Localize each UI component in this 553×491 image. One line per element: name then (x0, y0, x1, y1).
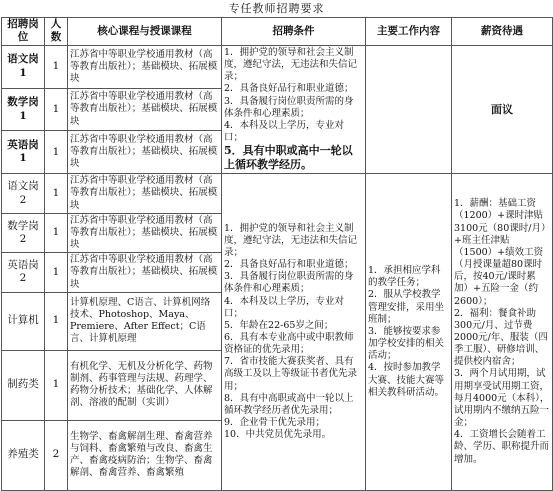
requirement-item: 3．具备履行岗位职责所需的身体条件和心理素质； (224, 95, 354, 119)
salary-item: 3．两个月试用期，试用期享受试用期工资，每月4000元（本科），试用期内不缴纳五险一金； (454, 368, 550, 429)
course-cell: 江苏省中等职业学校通用教材（高等教育出版社）；基础模块、拓展模块 (68, 213, 222, 252)
course-cell: 江苏省中等职业学校通用教材（高等教育出版社）；基础模块、拓展模块 (68, 131, 222, 174)
requirement-item: 2．具备良好品行和职业道德； (224, 259, 354, 271)
table-header-row (2, 18, 553, 46)
requirement-item: 2．具备良好品行和职业道德； (224, 83, 354, 95)
course-cell: 有机化学、无机及分析化学、药物制剂、药事管理与法规、药理学、药物分析技术；基础化学、人体解剖、溶液的配制（实训） (68, 350, 222, 420)
header-duties: 主要工作内容 (366, 18, 452, 46)
position-cell: 计算机 (2, 292, 45, 350)
requirement-item: 7．省市技能大赛获奖者、具有高级工及以上等级证书者优先录用； (224, 356, 358, 392)
position-cell: 语文岗2 (2, 174, 45, 213)
requirement-item: 4．本科及以上学历，专业对口； (224, 119, 345, 143)
salary-cell-group1: 面议 (452, 45, 553, 173)
requirement-item: 4．本科及以上学历，专业对口； (224, 295, 345, 319)
count-cell: 1 (45, 292, 68, 350)
requirement-item: 5．年龄在22-65岁之间； (224, 319, 334, 331)
duty-item: 2．服从学校教学管理安排，采用坐班制； (368, 289, 445, 325)
count-cell: 1 (45, 45, 68, 88)
count-cell: 1 (45, 253, 68, 292)
salary-cell-group2 (452, 174, 553, 490)
course-cell: 计算机原理、C语言、计算机网络技术、Photoshop、Maya、Premiere、After Effect；C语言、计算机原理 (68, 292, 222, 350)
requirement-item: 3．具备履行岗位职责所需的身体条件和心理素质； (224, 271, 354, 295)
count-cell: 1 (45, 131, 68, 174)
count-cell: 1 (45, 213, 68, 252)
position-cell: 语文岗1 (2, 45, 45, 88)
count-cell: 2 (45, 420, 68, 490)
header-position: 招聘岗位 (2, 18, 45, 46)
requirements-cell-group1 (222, 45, 366, 173)
position-cell: 英语岗1 (2, 131, 45, 174)
header-requirements: 招聘条件 (222, 18, 366, 46)
duties-cell-group1 (366, 45, 452, 173)
count-cell: 1 (45, 174, 68, 213)
requirement-item: 5．具有中职或高中一轮以上循环教学经历。 (224, 144, 353, 172)
course-cell: 江苏省中等职业学校通用教材（高等教育出版社）；基础模块、拓展模块 (68, 45, 222, 88)
duty-item: 4．按时参加教学大赛、技能大赛等相关教科研活动。 (368, 362, 445, 398)
duty-item: 1．承担相应学科的教学任务； (368, 265, 441, 289)
duties-cell-group2 (366, 174, 452, 490)
requirements-cell-group2 (222, 174, 366, 490)
count-cell: 1 (45, 350, 68, 420)
position-cell: 养殖类 (2, 420, 45, 490)
salary-item: 2．福利：餐食补助300元/月、过节费2000元/年、服装（四季工服）、研修培训、提供校内宿舍； (454, 307, 548, 368)
course-cell: 江苏省中等职业学校通用教材（高等教育出版社）；基础模块、拓展模块 (68, 88, 222, 131)
position-cell: 制药类 (2, 350, 45, 420)
duty-item: 3．能够按要求参加学校安排的相关活动； (368, 325, 445, 362)
course-cell: 生物学、畜禽解剖生理、畜禽营养与饲料、畜禽繁殖与改良、畜禽生产、畜禽疫病防治；生物学、畜禽解剖、畜禽营养、畜禽繁殖 (68, 420, 222, 490)
table-row (2, 174, 553, 213)
recruitment-table (1, 17, 553, 491)
page-title: 专任教师招聘要求 (228, 2, 325, 15)
position-cell: 英语岗2 (2, 253, 45, 292)
salary-item: 4．工资增长会随着工龄、学历、职称提升而增加。 (454, 429, 550, 465)
course-cell: 江苏省中等职业学校通用教材（高等教育出版社）；基础模块、拓展模块 (68, 174, 222, 213)
requirement-item: 8．具有中高职或高中一轮以上循环教学经历者优先录用； (224, 392, 354, 416)
requirement-item: 9．企业骨干优先录用； (224, 417, 326, 429)
count-cell: 1 (45, 88, 68, 131)
header-salary: 薪资待遇 (452, 18, 553, 46)
header-count: 人数 (45, 18, 68, 46)
salary-item: 1．薪酬：基础工资（1200）+课时津贴3100元（80课时/月）+班主任津贴（1500）+绩效工资（月授课量超80课时后，按40元/课时累加）+五险一金（约2600）； (454, 198, 546, 307)
header-course: 核心课程与授课课程 (68, 18, 222, 46)
requirement-item: 6．具有本专业高中或中职教师资格证的优先录用； (224, 331, 354, 356)
position-cell: 数学岗1 (2, 88, 45, 131)
requirement-item: 1．拥护党的领导和社会主义制度，遵纪守法，无违法和失信记录； (224, 222, 358, 258)
requirement-item: 10．中共党员优先录用。 (224, 429, 332, 441)
position-cell: 数学岗2 (2, 213, 45, 252)
table-row (2, 45, 553, 88)
requirement-item: 1．拥护党的领导和社会主义制度，遵纪守法，无违法和失信记录； (224, 46, 358, 83)
course-cell: 江苏省中等职业学校通用教材（高等教育出版社）；基础模块、拓展模块 (68, 253, 222, 292)
